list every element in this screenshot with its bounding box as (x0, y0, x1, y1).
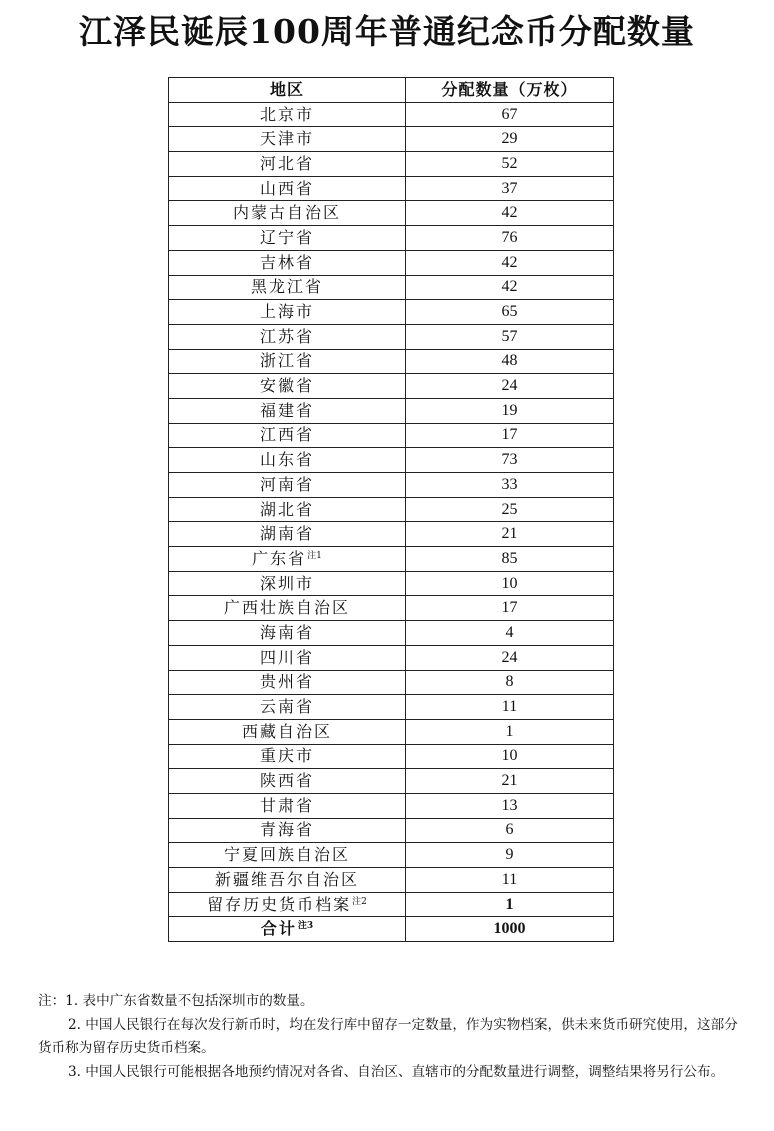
region-cell (169, 670, 406, 695)
table-row (169, 596, 614, 621)
region-label: 山西省 (259, 178, 314, 198)
region-cell (169, 621, 406, 646)
count-cell: 21 (406, 769, 614, 794)
region-label: 内蒙古自治区 (232, 203, 341, 223)
table-row (169, 300, 614, 325)
table-row (169, 275, 614, 300)
region-cell (169, 423, 406, 448)
region-label: 广西壮族自治区 (223, 598, 350, 618)
table-row (169, 843, 614, 868)
region-cell (169, 843, 406, 868)
table-row (169, 670, 614, 695)
footnote-marker: 注1 (307, 550, 322, 561)
region-label: 湖北省 (259, 499, 314, 519)
count-cell: 76 (406, 226, 614, 251)
region-cell (169, 497, 406, 522)
region-label: 上海市 (259, 302, 314, 322)
region-label: 云南省 (259, 697, 314, 717)
region-cell (169, 300, 406, 325)
table-row (169, 176, 614, 201)
region-cell (169, 349, 406, 374)
column-header-count: 分配数量（万枚） (406, 78, 614, 103)
count-cell: 8 (406, 670, 614, 695)
region-cell (169, 793, 406, 818)
table-row (169, 448, 614, 473)
region-label: 西藏自治区 (241, 721, 332, 741)
table-row (169, 423, 614, 448)
region-label: 江苏省 (259, 326, 314, 346)
table-row (169, 398, 614, 423)
count-cell: 48 (406, 349, 614, 374)
region-label: 海南省 (259, 622, 314, 642)
region-cell (169, 152, 406, 177)
count-cell: 65 (406, 300, 614, 325)
region-cell (169, 719, 406, 744)
table-row (169, 868, 614, 893)
table-row (169, 102, 614, 127)
region-label: 河北省 (259, 153, 314, 173)
region-cell (169, 448, 406, 473)
count-cell: 85 (406, 547, 614, 572)
table-header-row (169, 78, 614, 103)
table-row (169, 250, 614, 275)
region-label: 合计 (260, 919, 297, 939)
table-row (169, 473, 614, 498)
table-row (169, 324, 614, 349)
region-label: 湖南省 (259, 524, 314, 544)
region-label: 四川省 (259, 647, 314, 667)
count-cell: 11 (406, 695, 614, 720)
table-row (169, 349, 614, 374)
region-label: 宁夏回族自治区 (223, 845, 350, 865)
region-label: 青海省 (259, 820, 314, 840)
region-cell (169, 522, 406, 547)
count-cell: 4 (406, 621, 614, 646)
table-row (169, 793, 614, 818)
count-cell: 52 (406, 152, 614, 177)
region-label: 深圳市 (259, 573, 314, 593)
region-label: 吉林省 (259, 252, 314, 272)
count-cell: 11 (406, 868, 614, 893)
region-cell (169, 547, 406, 572)
region-cell (169, 917, 406, 942)
region-cell (169, 695, 406, 720)
count-cell: 42 (406, 275, 614, 300)
table-row (169, 547, 614, 572)
region-cell (169, 892, 406, 917)
page-title: 江泽民诞辰100周年普通纪念币分配数量 (79, 12, 695, 51)
region-label: 广东省 (252, 548, 307, 568)
table-row (169, 226, 614, 251)
footnote-2: 2. 中国人民银行在每次发行新币时，均在发行库中留存一定数量，作为实物档案，供未来货币研究使用，这部分货币称为留存历史货币档案。 (38, 1016, 738, 1056)
count-cell: 10 (406, 571, 614, 596)
region-cell (169, 571, 406, 596)
region-label: 甘肃省 (259, 795, 314, 815)
table-row (169, 744, 614, 769)
footnote-3: 3. 中国人民银行可能根据各地预约情况对各省、自治区、直辖市的分配数量进行调整，调整结果将另行公布。 (68, 1063, 725, 1080)
region-cell (169, 275, 406, 300)
region-cell (169, 250, 406, 275)
region-label: 重庆市 (259, 746, 314, 766)
table-row (169, 769, 614, 794)
region-label: 辽宁省 (259, 227, 314, 247)
count-cell: 19 (406, 398, 614, 423)
count-cell: 37 (406, 176, 614, 201)
count-cell: 24 (406, 374, 614, 399)
region-cell (169, 769, 406, 794)
count-cell: 10 (406, 744, 614, 769)
table-row (169, 522, 614, 547)
count-cell: 42 (406, 201, 614, 226)
region-cell (169, 398, 406, 423)
table-row (169, 917, 614, 942)
region-label: 江西省 (259, 425, 314, 445)
region-cell (169, 324, 406, 349)
region-cell (169, 127, 406, 152)
count-cell: 1 (406, 892, 614, 917)
region-label: 新疆维吾尔自治区 (214, 869, 359, 889)
region-label: 留存历史货币档案 (207, 894, 352, 914)
count-cell: 17 (406, 423, 614, 448)
table-row (169, 695, 614, 720)
region-cell (169, 473, 406, 498)
region-cell (169, 226, 406, 251)
table-row (169, 621, 614, 646)
allocation-table (168, 77, 614, 942)
region-label: 黑龙江省 (250, 277, 323, 297)
region-label: 北京市 (259, 104, 314, 124)
table-row (169, 201, 614, 226)
count-cell: 67 (406, 102, 614, 127)
region-label: 陕西省 (259, 771, 314, 791)
count-cell: 21 (406, 522, 614, 547)
table-row (169, 892, 614, 917)
region-label: 安徽省 (259, 376, 314, 396)
table-row (169, 818, 614, 843)
region-cell (169, 744, 406, 769)
table-row (169, 571, 614, 596)
count-cell: 24 (406, 645, 614, 670)
footnote-1: 注：1. 表中广东省数量不包括深圳市的数量。 (38, 993, 314, 1009)
region-label: 天津市 (259, 129, 314, 149)
count-cell: 73 (406, 448, 614, 473)
region-cell (169, 596, 406, 621)
region-label: 山东省 (259, 450, 314, 470)
region-cell (169, 818, 406, 843)
region-label: 浙江省 (259, 351, 314, 371)
count-cell: 42 (406, 250, 614, 275)
count-cell: 1000 (406, 917, 614, 942)
region-label: 河南省 (259, 474, 314, 494)
table-row (169, 719, 614, 744)
column-header-region: 地区 (169, 78, 406, 103)
region-cell (169, 102, 406, 127)
region-cell (169, 201, 406, 226)
count-cell: 25 (406, 497, 614, 522)
count-cell: 57 (406, 324, 614, 349)
footnote-marker: 注2 (352, 896, 367, 907)
region-cell (169, 374, 406, 399)
count-cell: 6 (406, 818, 614, 843)
table-row (169, 645, 614, 670)
region-label: 贵州省 (259, 672, 314, 692)
table-row (169, 152, 614, 177)
table-row (169, 374, 614, 399)
count-cell: 9 (406, 843, 614, 868)
region-cell (169, 645, 406, 670)
region-cell (169, 176, 406, 201)
footnote-marker: 注3 (297, 921, 314, 932)
count-cell: 1 (406, 719, 614, 744)
count-cell: 29 (406, 127, 614, 152)
table-body (169, 102, 614, 941)
region-label: 福建省 (259, 400, 314, 420)
count-cell: 17 (406, 596, 614, 621)
count-cell: 13 (406, 793, 614, 818)
region-cell (169, 868, 406, 893)
count-cell: 33 (406, 473, 614, 498)
footnotes (38, 990, 750, 1084)
table-row (169, 127, 614, 152)
table-row (169, 497, 614, 522)
